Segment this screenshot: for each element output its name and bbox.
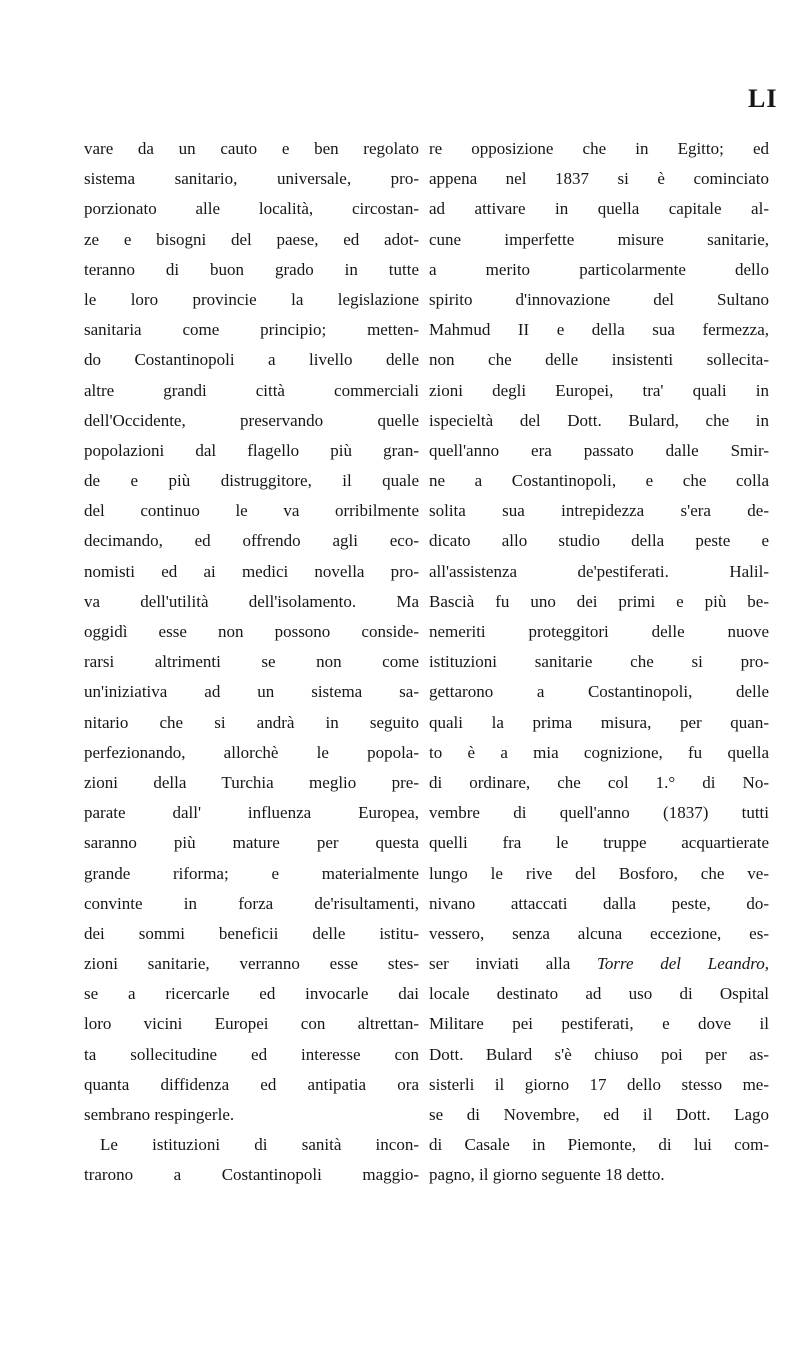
text-line: vessero, senza alcuna eccezione, es-: [429, 923, 769, 943]
text-line: ta sollecitudine ed interesse con: [84, 1044, 419, 1064]
text-line: popolazioni dal flagello più gran-: [84, 440, 419, 460]
text-line: non che delle insistenti sollecita-: [429, 350, 769, 370]
text-line: ze e bisogni del paese, ed adot-: [84, 229, 419, 249]
text-line: dell'Occidente, preservando quelle: [84, 410, 419, 430]
text-line: nitario che si andrà in seguito: [84, 712, 419, 732]
text-line: di Casale in Piemonte, di lui com-: [429, 1135, 769, 1155]
text-line: sistema sanitario, universale, pro-: [84, 169, 419, 189]
text-line: ispecieltà del Dott. Bulard, che in: [429, 410, 769, 430]
text-line: do Costantinopoli a livello delle: [84, 350, 419, 370]
text-line: sembrano respingerle.: [84, 1105, 235, 1124]
text-line: se di Novembre, ed il Dott. Lago: [429, 1105, 769, 1124]
text-line: Le istituzioni di sanità incon-: [100, 1135, 419, 1155]
text-line: vembre di quell'anno (1837) tutti: [429, 803, 769, 823]
text-line: saranno più mature per questa: [84, 833, 419, 853]
text-line: decimando, ed offrendo agli eco-: [84, 531, 419, 551]
text-line: teranno di buon grado in tutte: [84, 259, 419, 279]
text-line: grande riforma; e materialmente: [84, 863, 419, 883]
text-line: dicato allo studio della peste e: [429, 531, 769, 551]
text-line: re opposizione che in Egitto; ed: [429, 139, 769, 158]
text-line: le loro provincie la legislazione: [84, 289, 419, 309]
text-line: del continuo le va orribilmente: [84, 501, 419, 521]
text-line: loro vicini Europei con altrettan-: [84, 1014, 419, 1034]
text-line: Dott. Bulard s'è chiuso poi per as-: [429, 1044, 769, 1064]
text-line: se a ricercarle ed invocarle dai: [84, 984, 419, 1004]
text-line: ser inviati alla Torre del Leandro,: [429, 954, 769, 974]
text-line: Militare pei pestiferati, e dove il: [429, 1014, 769, 1034]
text-line: sanitaria come principio; metten-: [84, 320, 419, 340]
text-line: lungo le rive del Bosforo, che ve-: [429, 863, 769, 883]
text-line: quali la prima misura, per quan-: [429, 712, 769, 732]
text-line: convinte in forza de'risultamenti,: [84, 893, 419, 913]
text-line: quell'anno era passato dalle Smir-: [429, 440, 769, 460]
text-line: all'assistenza de'pestiferati. Halil-: [429, 561, 769, 581]
text-line: trarono a Costantinopoli maggio-: [84, 1165, 419, 1185]
text-line: spirito d'innovazione del Sultano: [429, 289, 769, 309]
text-line: va dell'utilità dell'isolamento. Ma: [84, 591, 419, 611]
text-line: locale destinato ad uso di Ospital: [429, 984, 769, 1004]
text-line: appena nel 1837 si è cominciato: [429, 169, 769, 189]
text-line: pagno, il giorno seguente 18 detto.: [429, 1165, 665, 1185]
text-line: un'iniziativa ad un sistema sa-: [84, 682, 419, 702]
text-line: quanta diffidenza ed antipatia ora: [84, 1074, 419, 1094]
text-line: solita sua intrepidezza s'era de-: [429, 501, 769, 521]
text-line: porzionato alle località, circostan-: [84, 199, 419, 219]
text-line: sisterli il giorno 17 dello stesso me-: [429, 1074, 769, 1094]
text-line: zioni degli Europei, tra' quali in: [429, 380, 769, 400]
text-line: zioni della Turchia meglio pre-: [84, 772, 419, 792]
text-line: parate dall' influenza Europea,: [84, 803, 419, 823]
text-line: a merito particolarmente dello: [429, 259, 769, 279]
left-text-column: [84, 134, 419, 1191]
italic-place-name: Torre del Leandro: [596, 954, 765, 974]
text-line: perfezionando, allorchè le popola-: [84, 742, 419, 762]
text-line: cune imperfette misure sanitarie,: [429, 229, 769, 249]
text-line: dei sommi beneficii delle istitu-: [84, 923, 419, 943]
text-line: rarsi altrimenti se non come: [84, 652, 419, 672]
text-line: ad attivare in quella capitale al-: [429, 199, 769, 219]
page-number: LI: [748, 84, 778, 113]
text-line: Bascià fu uno dei primi e più be-: [429, 591, 769, 611]
text-line: quelli fra le truppe acquartierate: [429, 833, 769, 853]
text-line: gettarono a Costantinopoli, delle: [429, 682, 769, 702]
text-line: to è a mia cognizione, fu quella: [429, 742, 769, 762]
text-line: istituzioni sanitarie che si pro-: [429, 652, 769, 672]
text-line: nomisti ed ai medici novella pro-: [84, 561, 419, 581]
text-line: nivano attaccati dalla peste, do-: [429, 893, 769, 913]
text-line: Mahmud II e della sua fermezza,: [429, 320, 769, 340]
text-line: vare da un cauto e ben regolato: [84, 139, 419, 158]
text-line: altre grandi città commerciali: [84, 380, 419, 400]
text-line: di ordinare, che col 1.° di No-: [429, 772, 769, 792]
text-line: ne a Costantinopoli, e che colla: [429, 471, 769, 491]
right-text-column: [429, 134, 769, 1191]
punctuation: ,: [764, 954, 769, 974]
text-line: nemeriti proteggitori delle nuove: [429, 622, 769, 641]
text-line: zioni sanitarie, verranno esse stes-: [84, 954, 419, 974]
text-line: de e più distruggitore, il quale: [84, 471, 419, 491]
text-line: oggidì esse non possono conside-: [84, 622, 419, 641]
